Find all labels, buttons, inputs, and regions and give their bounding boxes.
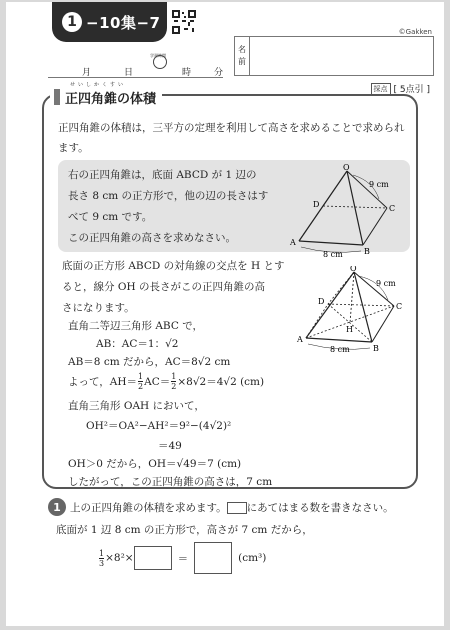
solution-ah: よって，AH＝ $\frac{1}{2}$ AC＝ $\frac{1}{2}$ ×8√2＝4√2 (cm): [68, 372, 265, 391]
question-number: 1: [48, 498, 66, 516]
unit-tab: [52, 2, 167, 42]
fig2-label-b: B: [373, 344, 379, 352]
intro-text: 正四角錐の体積は，三平方の定理を利用して高さを求めることで求められます。: [58, 122, 405, 154]
unit-number: 1: [62, 12, 82, 32]
question-prompt: 上の正四角錐の体積を求めます。 にあてはまる数を書きなさい。: [70, 502, 394, 514]
fig2-base-length: 8 cm: [330, 345, 350, 352]
heading-bar: [54, 89, 60, 105]
example-text: 右の正四角錐は，底面 ABCD が 1 辺の 長さ 8 cm の正方形で，他の辺の長さはす べて 9 cm です。 この正四角錐の高さを求めなさい。: [68, 169, 269, 244]
heading-title: 正四角錐の体積: [65, 91, 157, 107]
fig2-label-a: A: [297, 335, 303, 344]
answer-box-1[interactable]: [134, 546, 172, 570]
score-text: [ 5点引 ]: [393, 85, 430, 95]
fig1-label-o: O: [343, 163, 350, 172]
unit-title: −10集−7: [86, 13, 161, 32]
answer-box-2[interactable]: [194, 542, 232, 574]
fig1-label-a: A: [290, 238, 296, 247]
blank-sample-box: [227, 502, 247, 514]
fig2-label-d: D: [318, 297, 325, 306]
fig2-label-h: H: [346, 325, 353, 334]
day-label: 日: [124, 68, 134, 78]
qr-code-icon[interactable]: [172, 10, 196, 34]
date-line: [48, 53, 224, 78]
hour-label: 時: [182, 68, 192, 78]
answer-equation: $\frac{1}{3}$ ×8²× ＝ (cm³): [98, 542, 266, 574]
solution-pythagoras: OH²＝OA²−AH²＝9²−(4√2)²: [86, 420, 232, 432]
heading-ruby: せいしかくすい: [70, 82, 127, 88]
fraction-half: $\frac{1}{2}$: [138, 372, 144, 391]
solution-conclusion: したがって，この正四角錐の高さは，7 cm: [68, 476, 273, 488]
fraction-half-2: $\frac{1}{2}$: [171, 372, 177, 391]
fig1-edge-length: 9 cm: [369, 180, 389, 189]
name-field[interactable]: [234, 36, 434, 76]
score-tag: 採点: [371, 83, 391, 95]
solution-oh: OH＞0 だから，OH＝√49＝7 (cm): [68, 458, 242, 470]
clock-icon: 学習時間: [150, 55, 170, 69]
section-heading: [50, 82, 162, 107]
copyright: ©Gakken: [398, 28, 432, 36]
fig2-label-o: O: [350, 266, 357, 273]
fig1-base-length: 8 cm: [323, 250, 343, 258]
fraction-third: $\frac{1}{3}$: [99, 548, 105, 568]
fig2-edge-length: 9 cm: [376, 279, 396, 288]
solution-text: 底面の正方形 ABCD の対角線の交点を H とす ると，線分 OH の長さがこの正四角錐の高 さになります。: [62, 260, 285, 314]
solution-ratio: AB：AC＝1：√2: [96, 338, 179, 350]
solution-ac: AB＝8 cm だから，AC＝8√2 cm: [68, 356, 231, 368]
solution-line-8: 直角三角形 OAH において，: [68, 400, 205, 412]
pyramid-figure-2: [296, 266, 414, 352]
fig2-label-c: C: [396, 302, 403, 311]
question-condition: 底面が 1 辺 8 cm の正方形で，高さが 7 cm だから，: [56, 524, 313, 536]
month-label: 月: [82, 68, 92, 78]
fig1-label-b: B: [364, 247, 370, 256]
solution-line-4: 直角二等辺三角形 ABC で，: [68, 320, 203, 332]
fig1-label-d: D: [313, 200, 320, 209]
fig1-label-c: C: [389, 204, 396, 213]
minute-label: 分: [214, 68, 224, 78]
solution-result: ＝49: [158, 440, 182, 452]
pyramid-figure-1: [285, 163, 410, 258]
name-label: 名 前: [235, 37, 250, 75]
